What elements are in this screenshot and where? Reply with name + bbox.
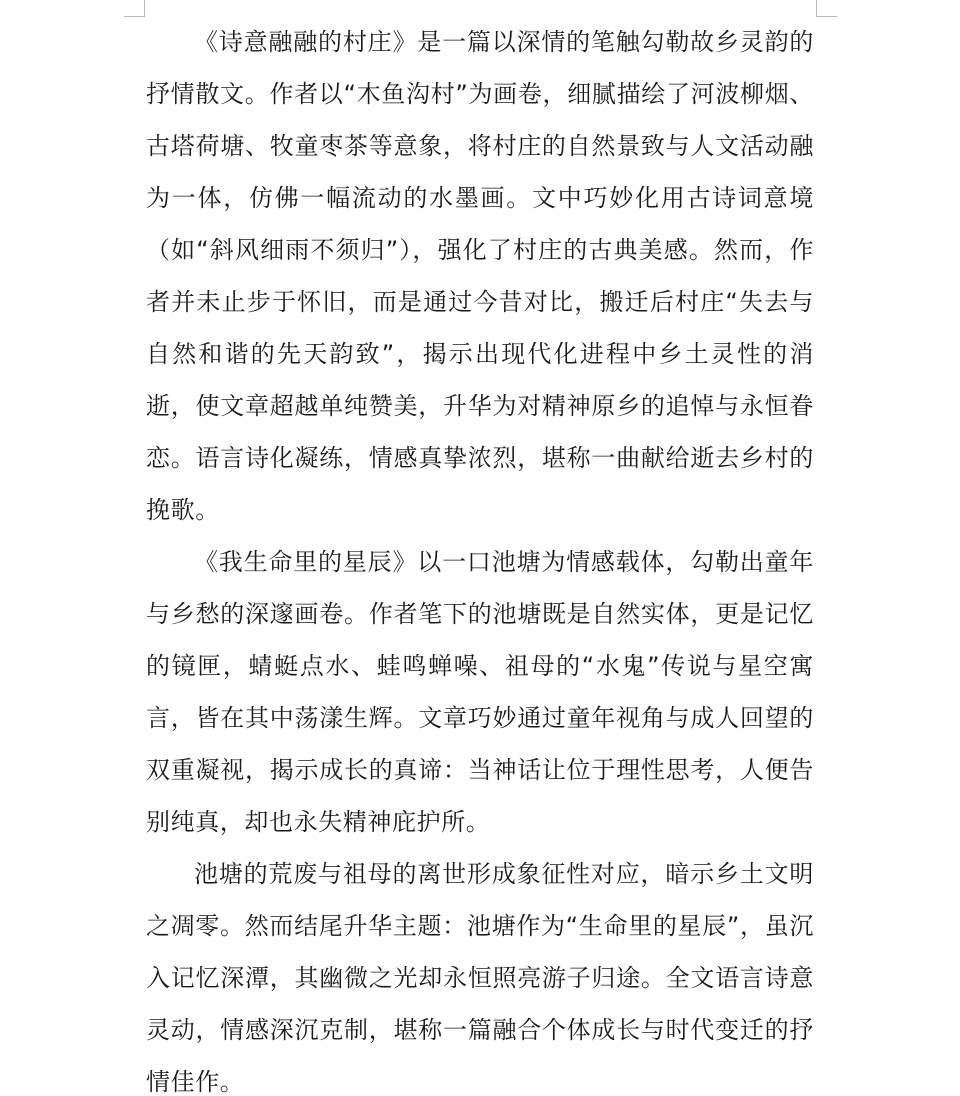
paragraph-pond-essay-conclusion: 池塘的荒废与祖母的离世形成象征性对应，暗示乡土文明之凋零。然而结尾升华主题：池塘作为“生命里的星辰”，虽沉入记忆深潭，其幽微之光却永恒照亮游子归途。全文语言诗意灵动，情感深沉克制，堪称一篇融合个体成长与时代变迁的抒情佳作。	[146, 860, 814, 1096]
document-body	[146, 16, 814, 1096]
paragraph-village-essay-review: 《诗意融融的村庄》是一篇以深情的笔触勾勒故乡灵韵的抒情散文。作者以“木鱼沟村”为画卷，细腻描绘了河波柳烟、古塔荷塘、牧童枣茶等意象，将村庄的自然景致与人文活动融为一体，仿佛一幅流动的水墨画。文中巧妙化用古诗词意境（如“斜风细雨不须归”），强化了村庄的古典美感。然而，作者并未止步于怀旧，而是通过今昔对比，搬迁后村庄“失去与自然和谐的先天韵致”，揭示出现代化进程中乡土灵性的消逝，使文章超越单纯赞美，升华为对精神原乡的追悼与永恒眷恋。语言诗化凝练，情感真挚浓烈，堪称一曲献给逝去乡村的挽歌。	[146, 28, 814, 524]
page-margin-corner-top-right	[816, 0, 837, 17]
paragraph-pond-essay-review: 《我生命里的星辰》以一口池塘为情感载体，勾勒出童年与乡愁的深邃画卷。作者笔下的池塘既是自然实体，更是记忆的镜匣，蜻蜓点水、蛙鸣蝉噪、祖母的“水鬼”传说与星空寓言，皆在其中荡漾生辉。文章巧妙通过童年视角与成人回望的双重凝视，揭示成长的真谛：当神话让位于理性思考，人便告别纯真，却也永失精神庇护所。	[146, 548, 814, 836]
page-margin-corner-top-left	[124, 0, 145, 17]
